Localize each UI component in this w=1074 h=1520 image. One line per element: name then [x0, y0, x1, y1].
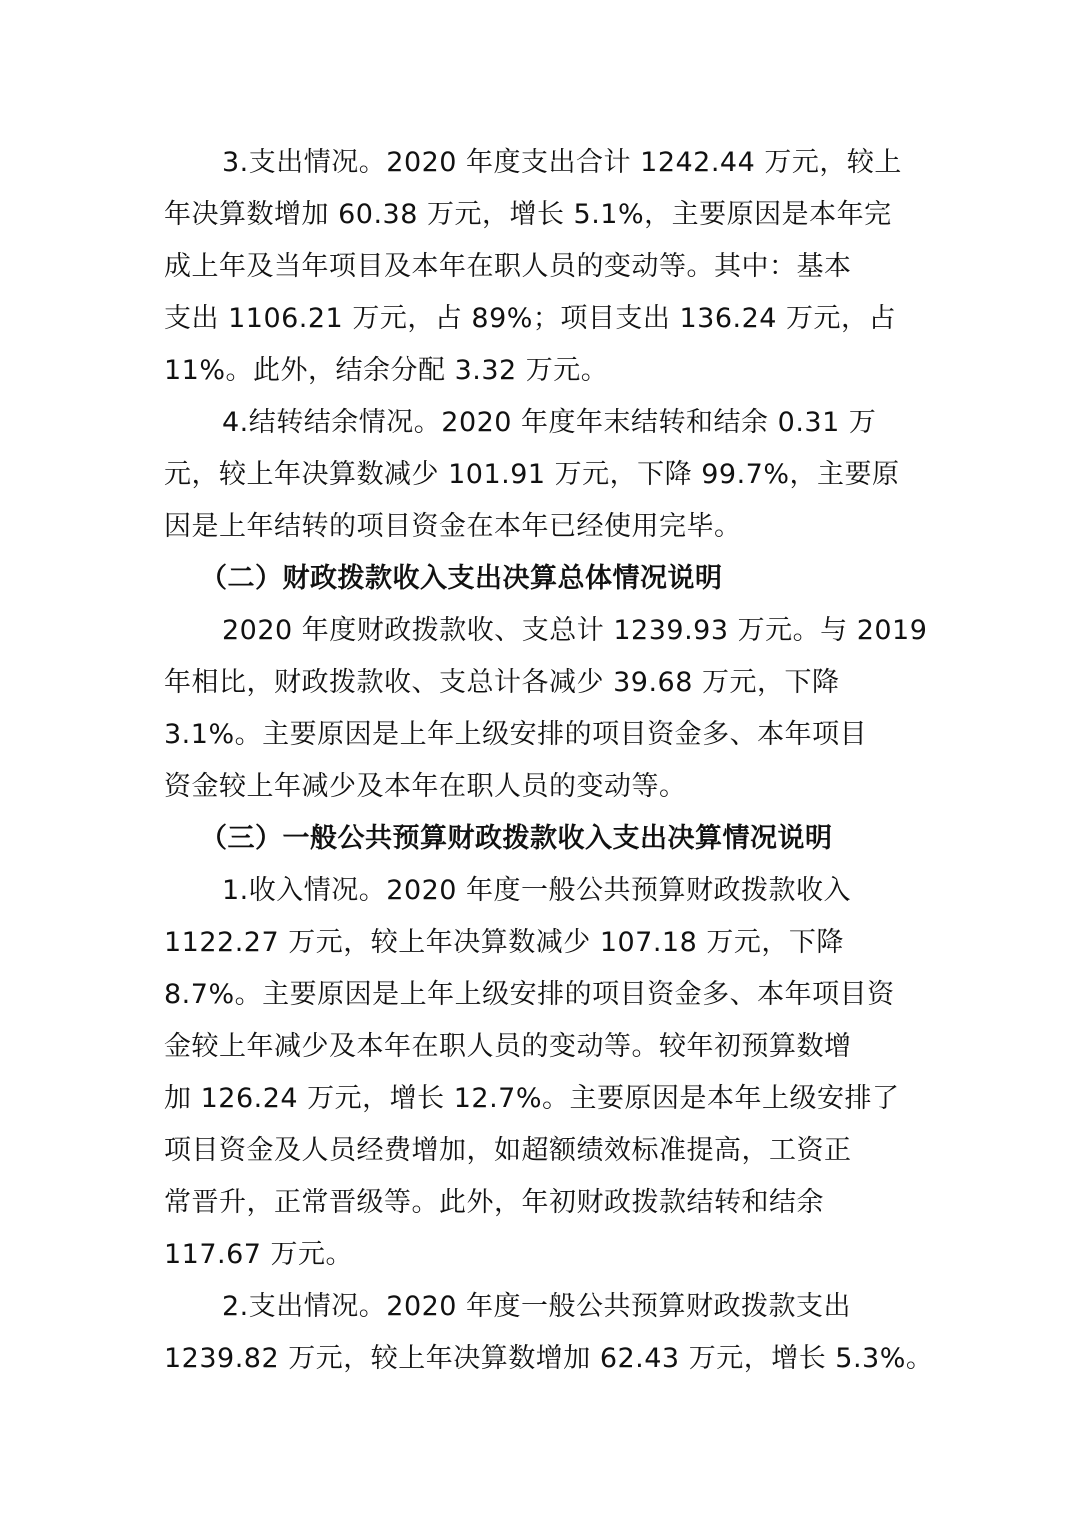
- text-line: 1239.82 万元，较上年决算数增加 62.43 万元，增长 5.3%。: [164, 1343, 934, 1374]
- text-line: 4.结转结余情况。2020 年度年末结转和结余 0.31 万: [222, 407, 877, 438]
- text-line: 年决算数增加 60.38 万元，增长 5.1%，主要原因是本年完: [164, 199, 892, 230]
- text-line: 元，较上年决算数减少 101.91 万元，下降 99.7%，主要原: [164, 459, 900, 490]
- paragraph-fiscal-total: [164, 605, 928, 813]
- paragraph-expenditure: [164, 137, 910, 397]
- text-line: 117.67 万元。: [164, 1239, 354, 1270]
- text-line: 加 126.24 万元，增长 12.7%。主要原因是本年上级安排了: [164, 1083, 900, 1114]
- text-line: 11%。此外，结余分配 3.32 万元。: [164, 355, 609, 386]
- section-heading-3: （三）一般公共预算财政拨款收入支出决算情况说明: [200, 823, 833, 854]
- paragraph-carryover: [164, 397, 910, 553]
- text-line: 3.1%。主要原因是上年上级安排的项目资金多、本年项目: [164, 719, 868, 750]
- text-line: 1.收入情况。2020 年度一般公共预算财政拨款收入: [222, 875, 852, 906]
- text-line: 年相比，财政拨款收、支总计各减少 39.68 万元，下降: [164, 667, 840, 698]
- text-line: 常晋升，正常晋级等。此外，年初财政拨款结转和结余: [164, 1187, 824, 1218]
- section-heading-2: （二）财政拨款收入支出决算总体情况说明: [200, 563, 723, 594]
- text-line: 8.7%。主要原因是上年上级安排的项目资金多、本年项目资: [164, 979, 895, 1010]
- text-line: 支出 1106.21 万元，占 89%；项目支出 136.24 万元，占: [164, 303, 897, 334]
- text-line: 项目资金及人员经费增加，如超额绩效标准提高，工资正: [164, 1135, 852, 1166]
- document-body: [164, 137, 934, 1385]
- text-line: 3.支出情况。2020 年度支出合计 1242.44 万元，较上: [222, 147, 902, 178]
- text-line: 2.支出情况。2020 年度一般公共预算财政拨款支出: [222, 1291, 852, 1322]
- text-line: 2020 年度财政拨款收、支总计 1239.93 万元。与 2019: [222, 615, 928, 646]
- text-line: 资金较上年减少及本年在职人员的变动等。: [164, 771, 687, 802]
- paragraph-general-income: [164, 865, 910, 1281]
- text-line: 1122.27 万元，较上年决算数减少 107.18 万元，下降: [164, 927, 844, 958]
- text-line: 成上年及当年项目及本年在职人员的变动等。其中：基本: [164, 251, 852, 282]
- paragraph-general-expenditure: [164, 1281, 934, 1385]
- text-line: 金较上年减少及本年在职人员的变动等。较年初预算数增: [164, 1031, 852, 1062]
- text-line: 因是上年结转的项目资金在本年已经使用完毕。: [164, 511, 742, 542]
